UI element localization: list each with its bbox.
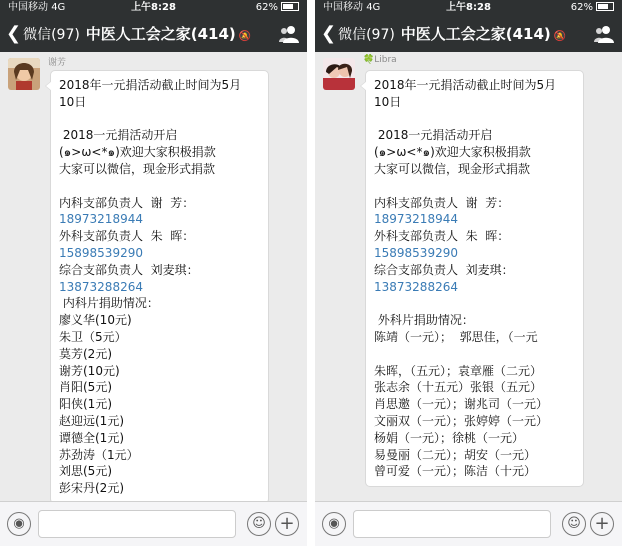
phone-link[interactable]: 18973218944: [59, 212, 143, 227]
message-line: 综合支部负责人 刘麦琪：: [374, 262, 514, 277]
message-line: 2018一元捐活动开启: [374, 128, 493, 143]
message-line: 彭宋丹(2元): [59, 481, 124, 496]
phone-link[interactable]: 15898539290: [374, 245, 458, 260]
group-info-icon[interactable]: [594, 25, 614, 43]
message-line: 10日: [374, 94, 402, 109]
message-line: 廖义华(10元): [59, 313, 132, 328]
voice-icon[interactable]: ◉: [7, 512, 31, 536]
voice-icon[interactable]: ◉: [322, 512, 346, 536]
message-line: (๑>ω<*๑)欢迎大家积极捐款: [59, 145, 216, 160]
battery-icon: [596, 2, 614, 11]
message-line: 肖思邀（一元）；谢兆司（一元）: [374, 397, 549, 412]
sender-name: 谢芳: [48, 58, 67, 68]
message-line: 2018年一元捐活动截止时间为5月: [374, 78, 557, 92]
message-line: 朱卫（5元）: [59, 329, 127, 344]
message-line: 陈靖（一元）； 郭思佳，（一元: [374, 329, 538, 344]
plus-icon[interactable]: +: [590, 512, 614, 536]
emoji-icon[interactable]: ☺: [562, 512, 586, 536]
phone-screen-left: [0, 0, 307, 546]
message-line: 外科片捐助情况：: [374, 313, 474, 328]
sender-name: 🍀Libra: [363, 55, 397, 65]
plus-icon[interactable]: +: [275, 512, 299, 536]
message-line: 谢芳(10元): [59, 363, 120, 378]
chat-title: 中医人工会之家(414) 🔕: [85, 25, 252, 43]
chat-title: 中医人工会之家(414) 🔕: [400, 25, 567, 43]
message-bubble[interactable]: [365, 70, 584, 487]
chat-area[interactable]: [315, 52, 622, 502]
message-input[interactable]: [353, 510, 551, 538]
phone-screen-right: [315, 0, 622, 546]
message-line: (๑>ω<*๑)欢迎大家积极捐款: [374, 145, 531, 160]
message-line: 莫芳(2元): [59, 346, 112, 361]
phone-link[interactable]: 13873288264: [374, 279, 458, 294]
message-input[interactable]: [38, 510, 236, 538]
chat-area[interactable]: [0, 52, 307, 502]
message-line: 肖阳(5元): [59, 380, 112, 395]
carrier-label: 中国移动 4G: [8, 2, 66, 13]
input-bar: [0, 501, 307, 546]
message-line: 综合支部负责人 刘麦琪：: [59, 262, 199, 277]
phone-link[interactable]: 18973218944: [374, 212, 458, 227]
mute-icon: 🔕: [238, 31, 252, 42]
message-line: [374, 295, 577, 312]
message-line: [59, 111, 262, 128]
message-line: 刘思(5元): [59, 464, 112, 479]
status-time: 上午8:28: [446, 2, 491, 13]
mute-icon: 🔕: [553, 31, 567, 42]
message-line: [374, 346, 577, 363]
emoji-icon[interactable]: ☺: [247, 512, 271, 536]
message-line: 曾可爱（一元）；陈洁（十元）: [374, 464, 537, 479]
message-line: 张志余（十五元）张银（五元）: [374, 380, 543, 395]
nav-bar: [315, 16, 622, 52]
message-line: 谭德全(1元): [59, 430, 124, 445]
message-line: 大家可以微信，现金形式捐款: [59, 161, 216, 176]
status-time: 上午8:28: [131, 2, 176, 13]
message-line: [374, 178, 577, 195]
message-line: 2018年一元捐活动截止时间为5月: [59, 78, 242, 92]
nav-bar: [0, 16, 307, 52]
avatar-photo: [323, 58, 355, 90]
carrier-label: 中国移动 4G: [323, 2, 381, 13]
avatar[interactable]: [323, 58, 355, 90]
avatar-photo: [8, 58, 40, 90]
message-line: 易曼丽（二元）；胡安（一元）: [374, 447, 537, 462]
back-button[interactable]: ❮ 微信(97): [6, 23, 80, 44]
message-line: 外科支部负责人 朱 晖：: [374, 229, 510, 244]
battery-icon: [281, 2, 299, 11]
message-line: 内科片捐助情况：: [59, 296, 159, 311]
group-info-icon[interactable]: [279, 25, 299, 43]
message-line: 外科支部负责人 朱 晖：: [59, 229, 195, 244]
phone-link[interactable]: 15898539290: [59, 245, 143, 260]
message-bubble[interactable]: [50, 70, 269, 502]
message-line: 朱晖，（五元）；袁章雁（二元）: [374, 363, 543, 378]
message-line: 阳侠(1元): [59, 397, 112, 412]
message-line: 赵迎远(1元): [59, 413, 124, 428]
message-line: 文丽双（一元）；张婷婷（一元）: [374, 413, 549, 428]
status-bar: [315, 0, 622, 16]
input-bar: [315, 501, 622, 546]
phone-link[interactable]: 13873288264: [59, 279, 143, 294]
message-line: 10日: [59, 94, 87, 109]
chevron-left-icon: ❮: [6, 23, 22, 44]
battery-indicator: 62%: [571, 0, 614, 16]
avatar[interactable]: [8, 58, 40, 90]
message-line: [374, 111, 577, 128]
message-line: 内科支部负责人 谢 芳：: [59, 195, 195, 210]
clover-icon: 🍀: [363, 55, 375, 65]
chevron-left-icon: ❮: [321, 23, 337, 44]
battery-indicator: 62%: [256, 0, 299, 16]
message-line: 内科支部负责人 谢 芳：: [374, 195, 510, 210]
back-button[interactable]: ❮ 微信(97): [321, 23, 395, 44]
message-line: 杨娟（一元）；徐桃（一元）: [374, 430, 525, 445]
message-line: [59, 178, 262, 195]
message-line: 大家可以微信，现金形式捐款: [374, 161, 531, 176]
status-bar: [0, 0, 307, 16]
message-line: 2018一元捐活动开启: [59, 128, 178, 143]
message-line: 苏劲涛（1元）: [59, 447, 139, 462]
